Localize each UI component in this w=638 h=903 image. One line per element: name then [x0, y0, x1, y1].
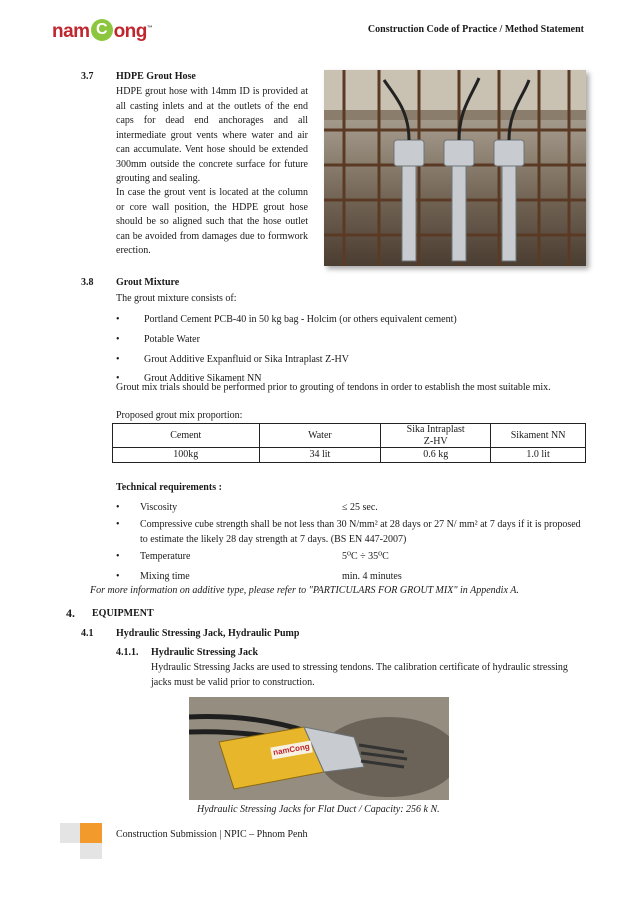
footer-decoration [80, 843, 102, 859]
footer-text: Construction Submission | NPIC – Phnom Penh [116, 829, 308, 840]
bullet-icon: • [116, 354, 120, 365]
section-3-7-paragraph-2: In case the grout vent is located at the column or core wall position, the HDPE grout hose should be so aligned such that the hose outlet can be avoided from damages due to formwork erection. [116, 187, 308, 256]
jack-photo-caption: Hydraulic Stressing Jacks for Flat Duct / Capacity: 256 k N. [197, 804, 440, 815]
section-4-1-1-number: 4.1.1. [116, 647, 139, 658]
grout-hose-photo [324, 70, 586, 266]
technical-requirements-heading: Technical requirements : [116, 482, 222, 493]
bullet-icon: • [116, 551, 120, 562]
hydraulic-jack-illustration [189, 697, 449, 800]
tech-item-label: Viscosity [140, 502, 178, 513]
table-header-cell: Water [259, 424, 381, 448]
table-cell: 1.0 lit [491, 448, 586, 463]
hydraulic-jack-photo [189, 697, 449, 800]
section-3-7-number: 3.7 [81, 71, 94, 82]
section-3-8-number: 3.8 [81, 277, 94, 288]
section-4-1-number: 4.1 [81, 628, 94, 639]
section-4-number: 4. [66, 606, 75, 620]
bullet-icon: • [116, 314, 120, 325]
grout-mix-trials-text: Grout mix trials should be performed prior to grouting of tendons in order to establish the most suitable mix. [116, 382, 551, 393]
table-header-cell: Cement [113, 424, 260, 448]
bullet-icon: • [116, 502, 120, 513]
grout-mixture-intro: The grout mixture consists of: [116, 293, 237, 304]
table-cell: 0.6 kg [381, 448, 491, 463]
tech-item-value: ≤ 25 sec. [342, 502, 378, 513]
tech-item-label: Mixing time [140, 571, 190, 582]
logo-trademark: ™ [146, 25, 153, 32]
bullet-icon: • [116, 519, 120, 530]
section-4-1-heading: Hydraulic Stressing Jack, Hydraulic Pump [116, 628, 300, 639]
section-3-8-heading: Grout Mixture [116, 277, 180, 288]
tech-item-label: Compressive cube strength shall be not less than 30 N/mm² at 28 days or 27 N/ mm² at 7 days if it is proposed to estimate the likely 28 day strength at 7 days. (BS EN 447-2007) [140, 519, 581, 545]
additive-reference-note: For more information on additive type, please refer to "PARTICULARS FOR GROUT MIX" in Appendix A. [90, 585, 519, 596]
table-header-cell: Sika Intraplast Z-HV [381, 424, 491, 448]
table-cell: 100kg [113, 448, 260, 463]
document-title: Construction Code of Practice / Method Statement [367, 24, 584, 35]
section-3-7-heading: HDPE Grout Hose [116, 71, 196, 82]
footer-decoration [60, 823, 80, 843]
table-header-row [113, 424, 586, 448]
section-4-heading: EQUIPMENT [92, 608, 154, 619]
company-logo [52, 18, 152, 46]
mixture-item-text: Grout Additive Sikament NN [144, 373, 262, 384]
section-3-7-paragraph-1: HDPE grout hose with 14mm ID is provided at all casting inlets and at the outlets of the end caps for dead end anchorages and all intermediate grout vents where water and air can accumulate. Vent hose should be extended 300mm outside the concrete surface for future grouting and sealing. [116, 86, 308, 184]
mixture-item-text: Portland Cement PCB-40 in 50 kg bag - Holcim (or others equivalent cement) [144, 314, 457, 325]
logo-mark-icon: C [91, 19, 113, 41]
stressing-jack-description: Hydraulic Stressing Jacks are used to stressing tendons. The calibration certificate of hydraulic stressing jacks must be valid prior to construction. [151, 662, 568, 688]
proposed-mix-label: Proposed grout mix proportion: [116, 410, 243, 421]
section-4-1-1-heading: Hydraulic Stressing Jack [151, 647, 259, 658]
table-row [113, 448, 586, 463]
logo-text-nam: nam [52, 21, 90, 42]
bullet-icon: • [116, 571, 120, 582]
logo-text-ong: ong [113, 21, 147, 42]
footer-decoration [80, 823, 102, 843]
mixture-item-text: Grout Additive Expanfluid or Sika Intraplast Z-HV [144, 354, 349, 365]
tech-item-value: min. 4 minutes [342, 571, 402, 582]
table-header-cell: Sikament NN [491, 424, 586, 448]
bullet-icon: • [116, 373, 120, 384]
table-cell: 34 lit [259, 448, 381, 463]
grout-mix-table [112, 423, 586, 463]
jack-brand-label: namCong [270, 741, 312, 760]
tech-item-value: 5⁰C ÷ 35⁰C [342, 551, 389, 562]
bullet-icon: • [116, 334, 120, 345]
grout-hose-illustration [324, 70, 586, 266]
tech-item-label: Temperature [140, 551, 191, 562]
mixture-item-text: Potable Water [144, 334, 200, 345]
